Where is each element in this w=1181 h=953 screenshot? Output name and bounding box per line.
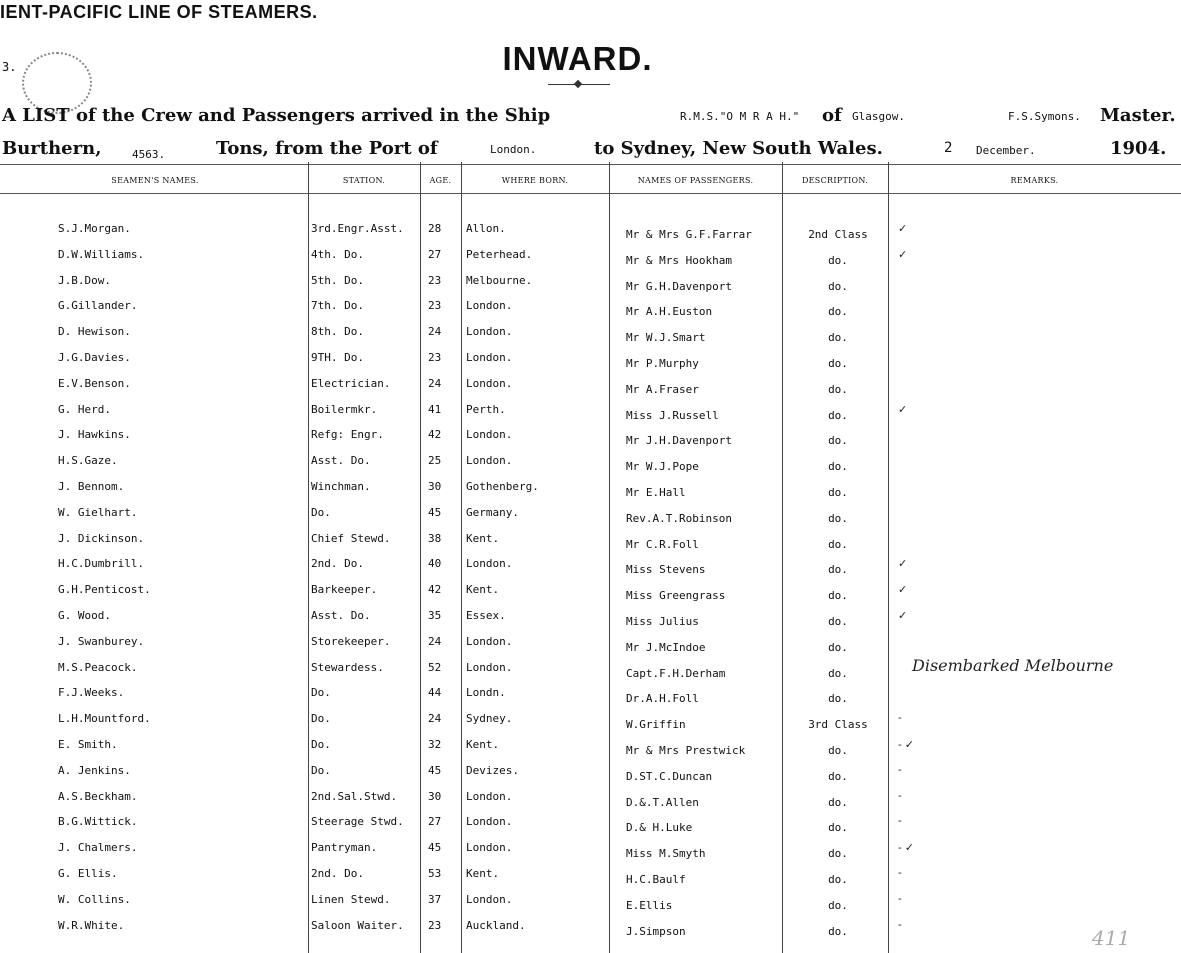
seaman-station: 4th. Do. bbox=[311, 248, 364, 261]
seaman-birthplace: Kent. bbox=[466, 583, 500, 596]
remark-tick: ✓ bbox=[898, 584, 908, 596]
seaman-station: Boilermkr. bbox=[311, 403, 378, 416]
passenger-description: do. bbox=[828, 409, 848, 422]
seaman-age: 24 bbox=[428, 325, 442, 338]
steamship-line-name: IENT-PACIFIC LINE OF STEAMERS. bbox=[0, 2, 318, 22]
seaman-name: G.H.Penticost. bbox=[58, 583, 151, 596]
col-header-remarks: REMARKS. bbox=[1010, 176, 1059, 185]
document-title: INWARD. bbox=[502, 40, 653, 77]
remark-tick: - bbox=[898, 919, 902, 931]
passenger-name: Mr C.R.Foll bbox=[626, 538, 699, 551]
seaman-age: 44 bbox=[428, 686, 442, 699]
seaman-age: 40 bbox=[428, 557, 442, 570]
master-name: F.S.Symons. bbox=[1008, 110, 1081, 123]
col-header-age: AGE. bbox=[429, 176, 452, 185]
col-header-passengers: NAMES OF PASSENGERS. bbox=[637, 176, 754, 185]
seaman-name: G. Wood. bbox=[58, 609, 111, 622]
seaman-birthplace: Germany. bbox=[466, 506, 519, 519]
seaman-station: Asst. Do. bbox=[311, 454, 371, 467]
seaman-birthplace: Essex. bbox=[466, 609, 506, 622]
passenger-name: H.C.Baulf bbox=[626, 873, 686, 886]
seaman-age: 23 bbox=[428, 274, 442, 287]
seaman-birthplace: Auckland. bbox=[466, 919, 526, 932]
seaman-age: 45 bbox=[428, 764, 442, 777]
remark-tick: ✓ bbox=[898, 249, 908, 261]
seaman-station: Refg: Engr. bbox=[311, 428, 384, 441]
passenger-description: do. bbox=[828, 615, 848, 628]
passenger-name: Mr J.H.Davenport bbox=[626, 434, 732, 447]
seaman-age: 23 bbox=[428, 919, 442, 932]
seaman-age: 30 bbox=[428, 480, 442, 493]
passenger-description: do. bbox=[828, 589, 848, 602]
remark-tick: - bbox=[898, 712, 902, 724]
seaman-station: Winchman. bbox=[311, 480, 371, 493]
seaman-name: J. Hawkins. bbox=[58, 428, 131, 441]
seaman-birthplace: Kent. bbox=[466, 532, 500, 545]
passenger-name: D.ST.C.Duncan bbox=[626, 770, 713, 783]
passenger-name: Mr A.H.Euston bbox=[626, 305, 713, 318]
seaman-age: 42 bbox=[428, 583, 442, 596]
seaman-name: A.S.Beckham. bbox=[58, 790, 138, 803]
passenger-description: do. bbox=[828, 847, 848, 860]
of-word: of bbox=[822, 105, 842, 126]
seaman-age: 52 bbox=[428, 661, 442, 674]
remark-disembarked: Disembarked Melbourne bbox=[912, 656, 1114, 675]
remark-tick: ✓ bbox=[898, 558, 908, 570]
table-header-rule bbox=[0, 193, 1181, 194]
seaman-station: Storekeeper. bbox=[311, 635, 391, 648]
seaman-age: 27 bbox=[428, 815, 442, 828]
seaman-age: 23 bbox=[428, 351, 442, 364]
passenger-description: do. bbox=[828, 434, 848, 447]
seaman-birthplace: London. bbox=[466, 299, 513, 312]
ship-name: R.M.S."O M R A H." bbox=[680, 110, 800, 123]
passenger-description: do. bbox=[828, 280, 848, 293]
passenger-name: E.Ellis bbox=[626, 899, 673, 912]
seaman-birthplace: London. bbox=[466, 428, 513, 441]
seaman-age: 42 bbox=[428, 428, 442, 441]
seaman-birthplace: London. bbox=[466, 377, 513, 390]
seaman-station: 7th. Do. bbox=[311, 299, 364, 312]
seaman-age: 45 bbox=[428, 841, 442, 854]
passenger-name: Mr G.H.Davenport bbox=[626, 280, 732, 293]
arrival-month: December. bbox=[976, 144, 1036, 157]
seaman-age: 45 bbox=[428, 506, 442, 519]
seaman-name: D.W.Williams. bbox=[58, 248, 145, 261]
register-number: 3. bbox=[2, 60, 17, 74]
passenger-description: do. bbox=[828, 667, 848, 680]
seaman-age: 27 bbox=[428, 248, 442, 261]
seaman-name: M.S.Peacock. bbox=[58, 661, 138, 674]
seaman-birthplace: Peterhead. bbox=[466, 248, 533, 261]
seaman-station: 9TH. Do. bbox=[311, 351, 364, 364]
seaman-name: S.J.Morgan. bbox=[58, 222, 131, 235]
seaman-age: 41 bbox=[428, 403, 442, 416]
passenger-description: 2nd Class bbox=[808, 228, 868, 241]
passenger-description: do. bbox=[828, 512, 848, 525]
passenger-name: D.&.T.Allen bbox=[626, 796, 699, 809]
seaman-age: 37 bbox=[428, 893, 442, 906]
remark-tick: - bbox=[898, 867, 902, 879]
seaman-station: 2nd.Sal.Stwd. bbox=[311, 790, 398, 803]
seaman-age: 24 bbox=[428, 635, 442, 648]
seaman-birthplace: Sydney. bbox=[466, 712, 513, 725]
seaman-birthplace: Allon. bbox=[466, 222, 506, 235]
seaman-name: L.H.Mountford. bbox=[58, 712, 151, 725]
column-divider-age bbox=[420, 162, 421, 953]
passenger-description: do. bbox=[828, 538, 848, 551]
passenger-name: Mr J.McIndoe bbox=[626, 641, 706, 654]
passenger-name: Mr E.Hall bbox=[626, 486, 686, 499]
seaman-birthplace: London. bbox=[466, 635, 513, 648]
seaman-birthplace: Kent. bbox=[466, 867, 500, 880]
passenger-description: do. bbox=[828, 796, 848, 809]
column-divider-born bbox=[461, 162, 462, 953]
arrival-year: 1904. bbox=[1110, 138, 1167, 159]
seaman-station: Do. bbox=[311, 686, 331, 699]
seaman-birthplace: London. bbox=[466, 790, 513, 803]
seaman-age: 35 bbox=[428, 609, 442, 622]
seaman-name: A. Jenkins. bbox=[58, 764, 131, 777]
column-divider-description bbox=[782, 162, 783, 953]
passenger-name: Mr & Mrs Hookham bbox=[626, 254, 732, 267]
passenger-name: Miss J.Russell bbox=[626, 409, 719, 422]
passenger-description: do. bbox=[828, 899, 848, 912]
passenger-description: do. bbox=[828, 692, 848, 705]
seaman-station: 5th. Do. bbox=[311, 274, 364, 287]
seaman-name: J. Swanburey. bbox=[58, 635, 145, 648]
passenger-description: do. bbox=[828, 460, 848, 473]
passenger-description: 3rd Class bbox=[808, 718, 868, 731]
seaman-station: 8th. Do. bbox=[311, 325, 364, 338]
seaman-age: 25 bbox=[428, 454, 442, 467]
passenger-name: W.Griffin bbox=[626, 718, 686, 731]
column-divider-passengers bbox=[609, 162, 610, 953]
seaman-name: E. Smith. bbox=[58, 738, 118, 751]
passenger-name: Mr & Mrs Prestwick bbox=[626, 744, 746, 757]
remark-tick: ✓ bbox=[898, 223, 908, 235]
seaman-station: Asst. Do. bbox=[311, 609, 371, 622]
remark-tick: - bbox=[898, 893, 902, 905]
passenger-name: Dr.A.H.Foll bbox=[626, 692, 699, 705]
seaman-age: 24 bbox=[428, 377, 442, 390]
seaman-birthplace: London. bbox=[466, 351, 513, 364]
remark-tick: - ✓ bbox=[898, 739, 914, 751]
passenger-name: Mr P.Murphy bbox=[626, 357, 699, 370]
passenger-description: do. bbox=[828, 563, 848, 576]
passenger-description: do. bbox=[828, 486, 848, 499]
seaman-station: Steerage Stwd. bbox=[311, 815, 404, 828]
passenger-name: Mr W.J.Pope bbox=[626, 460, 699, 473]
remark-tick: - bbox=[898, 815, 902, 827]
passenger-name: Capt.F.H.Derham bbox=[626, 667, 726, 680]
seaman-station: 2nd. Do. bbox=[311, 867, 364, 880]
seaman-station: Stewardess. bbox=[311, 661, 384, 674]
seaman-birthplace: Gothenberg. bbox=[466, 480, 539, 493]
seaman-station: Do. bbox=[311, 506, 331, 519]
seaman-birthplace: London. bbox=[466, 815, 513, 828]
passenger-description: do. bbox=[828, 641, 848, 654]
passenger-name: Mr & Mrs G.F.Farrar bbox=[626, 228, 752, 241]
seaman-age: 28 bbox=[428, 222, 442, 235]
seaman-birthplace: Kent. bbox=[466, 738, 500, 751]
passenger-name: Mr A.Fraser bbox=[626, 383, 699, 396]
table-top-rule bbox=[0, 164, 1181, 165]
column-divider-station bbox=[308, 162, 309, 953]
seaman-age: 24 bbox=[428, 712, 442, 725]
seaman-age: 32 bbox=[428, 738, 442, 751]
col-header-seamen: SEAMEN'S NAMES. bbox=[111, 176, 199, 185]
seaman-birthplace: London. bbox=[466, 454, 513, 467]
title-ornament-diamond bbox=[574, 80, 582, 88]
seaman-birthplace: Perth. bbox=[466, 403, 506, 416]
tonnage: 4563. bbox=[132, 148, 166, 161]
seaman-station: Do. bbox=[311, 712, 331, 725]
destination-label: to Sydney, New South Wales. bbox=[594, 138, 883, 159]
seaman-station: Electrician. bbox=[311, 377, 391, 390]
seaman-name: H.S.Gaze. bbox=[58, 454, 118, 467]
page-signature: 411 bbox=[1092, 926, 1131, 950]
seaman-age: 23 bbox=[428, 299, 442, 312]
passenger-name: Miss Julius bbox=[626, 615, 699, 628]
seaman-station: 2nd. Do. bbox=[311, 557, 364, 570]
passenger-description: do. bbox=[828, 357, 848, 370]
seaman-name: G. Herd. bbox=[58, 403, 111, 416]
remark-tick: - bbox=[898, 790, 902, 802]
seaman-age: 38 bbox=[428, 532, 442, 545]
tons-from-port-label: Tons, from the Port of bbox=[216, 138, 438, 159]
col-header-description: DESCRIPTION. bbox=[801, 176, 869, 185]
seaman-name: J. Dickinson. bbox=[58, 532, 145, 545]
passenger-name: Miss M.Smyth bbox=[626, 847, 706, 860]
passenger-name: Rev.A.T.Robinson bbox=[626, 512, 732, 525]
passenger-description: do. bbox=[828, 383, 848, 396]
seaman-name: E.V.Benson. bbox=[58, 377, 131, 390]
remark-tick: - ✓ bbox=[898, 842, 914, 854]
passenger-name: Mr W.J.Smart bbox=[626, 331, 706, 344]
seaman-name: F.J.Weeks. bbox=[58, 686, 125, 699]
seaman-station: Do. bbox=[311, 764, 331, 777]
seaman-birthplace: Devizes. bbox=[466, 764, 519, 777]
passenger-name: Miss Greengrass bbox=[626, 589, 726, 602]
seaman-name: B.G.Wittick. bbox=[58, 815, 138, 828]
seaman-age: 53 bbox=[428, 867, 442, 880]
passenger-name: J.Simpson bbox=[626, 925, 686, 938]
seaman-name: W.R.White. bbox=[58, 919, 125, 932]
column-divider-remarks bbox=[888, 162, 889, 953]
remark-tick: ✓ bbox=[898, 610, 908, 622]
seaman-birthplace: London. bbox=[466, 841, 513, 854]
seaman-birthplace: London. bbox=[466, 557, 513, 570]
seaman-age: 30 bbox=[428, 790, 442, 803]
seaman-name: J.G.Davies. bbox=[58, 351, 131, 364]
remark-tick: ✓ bbox=[898, 404, 908, 416]
seaman-station: Chief Stewd. bbox=[311, 532, 391, 545]
seaman-station: Barkeeper. bbox=[311, 583, 378, 596]
passenger-description: do. bbox=[828, 821, 848, 834]
seaman-name: H.C.Dumbrill. bbox=[58, 557, 145, 570]
seaman-station: Do. bbox=[311, 738, 331, 751]
passenger-name: D.& H.Luke bbox=[626, 821, 693, 834]
seaman-station: Linen Stewd. bbox=[311, 893, 391, 906]
seaman-name: W. Collins. bbox=[58, 893, 131, 906]
seaman-birthplace: London. bbox=[466, 893, 513, 906]
departure-port: London. bbox=[490, 143, 537, 156]
passenger-description: do. bbox=[828, 873, 848, 886]
passenger-description: do. bbox=[828, 925, 848, 938]
seaman-name: J. Bennom. bbox=[58, 480, 125, 493]
passenger-description: do. bbox=[828, 331, 848, 344]
list-heading: A LIST of the Crew and Passengers arrived in the Ship bbox=[2, 105, 551, 126]
passenger-description: do. bbox=[828, 770, 848, 783]
seaman-birthplace: Melbourne. bbox=[466, 274, 533, 287]
arrival-day: 2 bbox=[944, 140, 953, 156]
seaman-station: Saloon Waiter. bbox=[311, 919, 404, 932]
passenger-description: do. bbox=[828, 254, 848, 267]
seaman-name: J.B.Dow. bbox=[58, 274, 111, 287]
seaman-name: G.Gillander. bbox=[58, 299, 138, 312]
port-of-registry: Glasgow. bbox=[852, 110, 905, 123]
remark-tick: - bbox=[898, 764, 902, 776]
seaman-birthplace: London. bbox=[466, 661, 513, 674]
col-header-born: WHERE BORN. bbox=[501, 176, 569, 185]
seaman-name: G. Ellis. bbox=[58, 867, 118, 880]
seaman-station: 3rd.Engr.Asst. bbox=[311, 222, 404, 235]
seaman-name: D. Hewison. bbox=[58, 325, 131, 338]
seaman-birthplace: London. bbox=[466, 325, 513, 338]
passenger-description: do. bbox=[828, 744, 848, 757]
passenger-description: do. bbox=[828, 305, 848, 318]
seaman-birthplace: Londn. bbox=[466, 686, 506, 699]
seaman-name: J. Chalmers. bbox=[58, 841, 138, 854]
seaman-name: W. Gielhart. bbox=[58, 506, 138, 519]
passenger-name: Miss Stevens bbox=[626, 563, 706, 576]
col-header-station: STATION. bbox=[342, 176, 386, 185]
seaman-station: Pantryman. bbox=[311, 841, 378, 854]
master-label: Master. bbox=[1100, 105, 1176, 126]
burthern-label: Burthern, bbox=[2, 138, 102, 159]
